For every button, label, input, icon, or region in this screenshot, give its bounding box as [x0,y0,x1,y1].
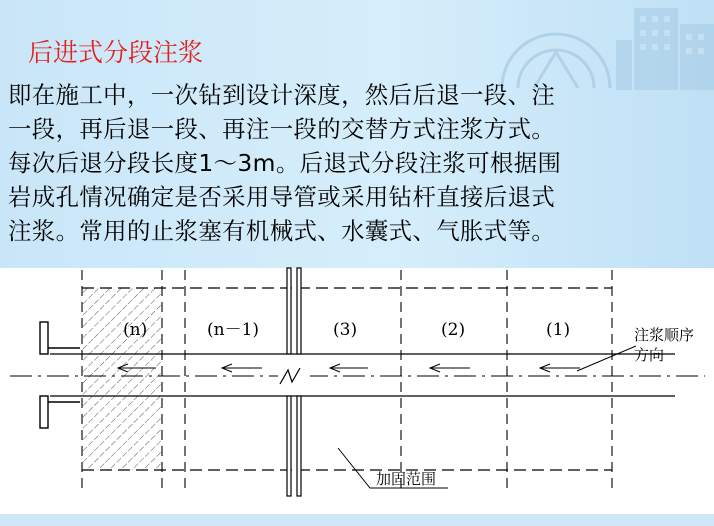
paragraph-line: 每次后退分段长度1～3m。后退式分段注浆可根据围 [8,149,562,177]
reinforced-zone [82,288,162,470]
stop-plug [40,322,80,428]
paragraph-line: 即在施工中，一次钻到设计深度，然后后退一段、注 [8,81,556,109]
direction-label-line: 注浆顺序 [634,326,695,344]
direction-label-line: 方向 [634,346,665,364]
segment-labels [123,320,570,340]
segment-label-1: (1) [546,320,571,340]
flow-arrow [330,364,368,372]
segment-label-n: (n) [123,320,148,340]
lower-plug-bracket [40,396,48,428]
paragraph-line: 一段，再后退一段、再注一段的交替方式注浆方式。 [8,115,556,143]
flow-arrow [430,364,470,372]
bottom-band [0,514,714,526]
slide-title: 后进式分段注浆 [28,38,204,67]
university-logo-watermark [484,0,714,90]
flow-arrow [222,364,262,372]
segment-label-n-minus-1: (n－1) [207,320,260,340]
upper-plug-bracket [40,322,48,354]
break-mark [278,268,310,496]
segment-label-3: (3) [333,320,358,340]
segment-label-2: (2) [441,320,466,340]
slide-paragraph [8,78,708,248]
direction-leader-line [577,346,636,371]
flow-arrow [540,364,580,372]
paragraph-line: 岩成孔情况确定是否采用导管或采用钻杆直接后退式 [8,183,556,211]
paragraph-line: 注浆。常用的止浆塞有机械式、水囊式、气胀式等。 [8,217,556,245]
flow-arrows [118,364,580,372]
grouting-diagram [0,262,714,514]
reinforcement-label: 加固范围 [376,470,437,488]
